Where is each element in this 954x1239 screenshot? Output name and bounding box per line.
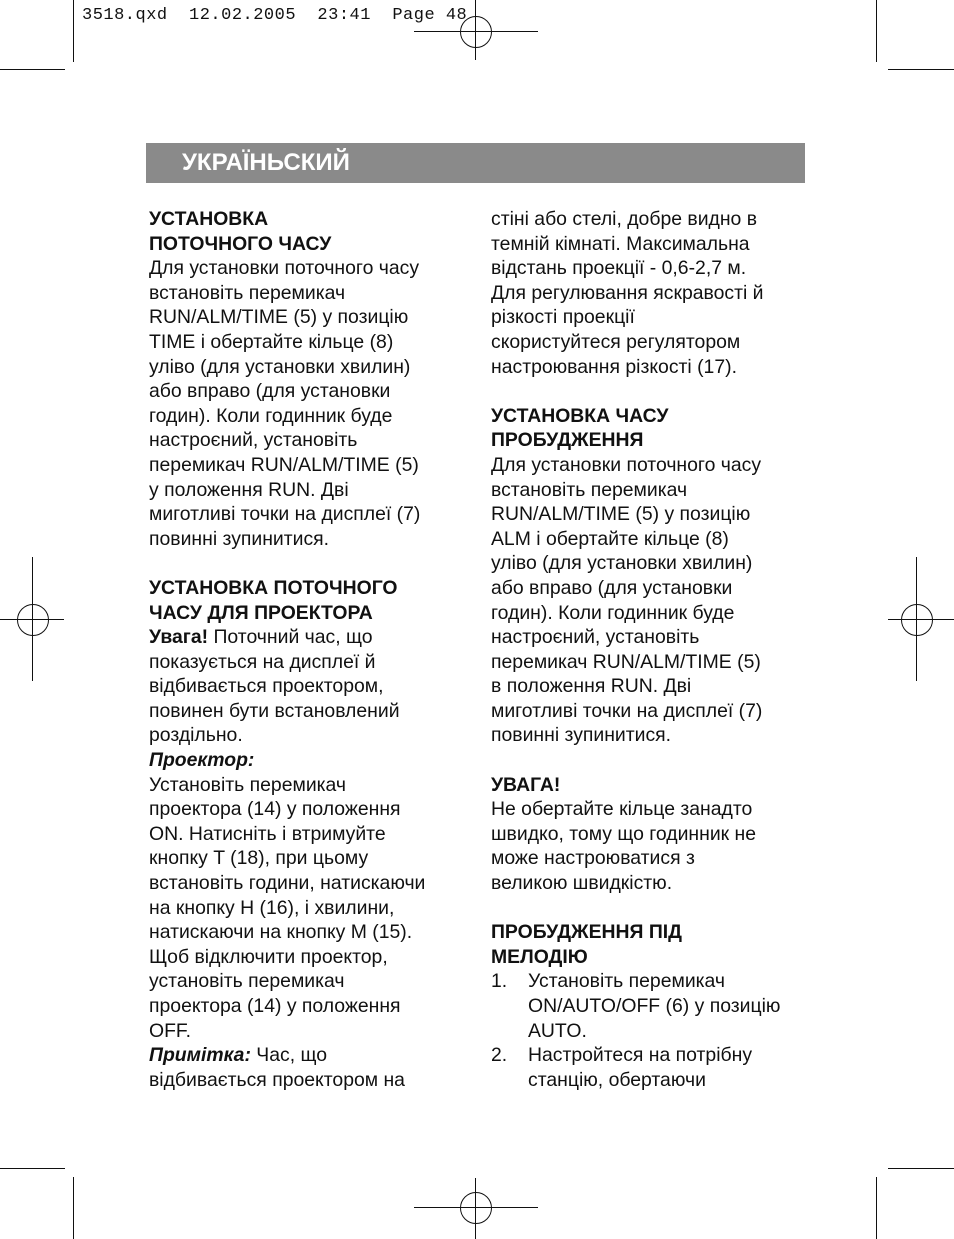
text-line: натискаючи на кнопку M (15). [149, 921, 413, 944]
text-line: відбивається проектором, [149, 675, 384, 698]
text-line: Для установки поточного часу [149, 257, 420, 280]
text-line: RUN/ALM/TIME (5) у позицію [491, 503, 751, 526]
text-line: RUN/ALM/TIME (5) у позицію [149, 306, 409, 329]
text-line: або вправо (для установки [149, 380, 391, 403]
text-line: проектора (14) у положення [149, 995, 401, 1017]
warning-label: Увага! [149, 626, 209, 649]
note-label: Примітка: [149, 1044, 251, 1067]
text-line: настроювання різкості (17). [491, 355, 737, 378]
text-line: відбивається проектором на [149, 1068, 405, 1091]
text-line: установіть перемикач [149, 970, 345, 993]
text-line: встановіть години, натискаючи [149, 872, 426, 895]
text-line: або вправо (для установки [491, 576, 733, 599]
text-line: годин). Коли годинник буде [149, 404, 393, 427]
section-heading: ПРОБУДЖЕННЯ ПІД [491, 921, 682, 944]
language-banner: УКРАЇНЬСКИЙ [146, 143, 805, 183]
left-column [149, 207, 469, 1092]
crop-mark [0, 69, 65, 70]
crop-mark [888, 1168, 954, 1169]
warning-text: Поточний час, що [208, 626, 373, 649]
text-line: ON/AUTO/OFF (6) у позицію [528, 995, 781, 1017]
text-line: ALM і обертайте кільце (8) [491, 527, 729, 550]
note-text: Час, що [250, 1044, 328, 1067]
crop-mark [876, 0, 877, 62]
text-line: миготливі точки на дисплеї (7) [491, 699, 763, 722]
text-line: в положення RUN. Дві [491, 675, 692, 698]
right-column [491, 207, 811, 1092]
crop-mark [876, 1177, 877, 1239]
list-number: 1. [491, 970, 508, 993]
text-line: AUTO. [528, 1019, 587, 1042]
text-line: повинні зупинитися. [491, 724, 672, 747]
text-line: темній кімнаті. Максимальна [491, 232, 750, 255]
list-number: 2. [491, 1044, 508, 1067]
text-line: ON. Натисніть і втримуйте [149, 822, 386, 845]
text-line: може настроюватися з [491, 847, 695, 870]
text-line: встановіть перемикач [491, 478, 688, 501]
text-line: відстань проекції - 0,6-2,7 м. [491, 257, 747, 280]
text-line: проектора (14) у положення [149, 798, 401, 821]
text-line: різкості проекції [491, 306, 635, 329]
section-heading: УСТАНОВКА ЧАСУ [491, 404, 669, 427]
section-heading: УСТАНОВКА ПОТОЧНОГО [149, 576, 398, 599]
text-line: годин). Коли годинник буде [491, 601, 735, 624]
list-item [491, 1043, 811, 1092]
projector-label: Проектор: [149, 749, 255, 772]
text-line: настроєний, установіть [491, 626, 700, 649]
section-heading: ЧАСУ ДЛЯ ПРОЕКТОРА [149, 601, 373, 624]
text-line: Для установки поточного часу [491, 453, 762, 476]
text-line: Для регулювання яскравості й [491, 281, 764, 304]
text-line [149, 625, 469, 650]
text-line: роздільно. [149, 724, 243, 747]
registration-circle [901, 604, 933, 636]
text-line: перемикач RUN/ALM/TIME (5) [491, 650, 761, 673]
section-heading: УСТАНОВКА [149, 208, 269, 230]
text-line: миготливі точки на дисплеї (7) [149, 503, 421, 526]
section-heading: ПРОБУДЖЕННЯ [491, 429, 644, 452]
text-line: OFF. [149, 1019, 192, 1042]
text-line: повинні зупинитися. [149, 527, 330, 550]
text-line: на кнопку H (16), і хвилини, [149, 896, 395, 919]
registration-circle [460, 16, 492, 48]
text-line: TIME і обертайте кільце (8) [149, 330, 394, 353]
text-line: показується на дисплеї й [149, 650, 376, 673]
text-line: повинен бути встановлений [149, 699, 400, 722]
text-line: встановіть перемикач [149, 281, 346, 304]
text-line: скористуйтеся регулятором [491, 330, 741, 353]
text-line: стіні або стелі, добре видно в [491, 208, 758, 230]
crop-mark [888, 69, 954, 70]
crop-mark [73, 1177, 74, 1239]
text-line: уліво (для установки хвилин) [491, 552, 753, 575]
text-line: Щоб відключити проектор, [149, 945, 388, 968]
warning-heading: УВАГА! [491, 773, 561, 796]
text-line: Установіть перемикач [528, 970, 726, 993]
section-heading: ПОТОЧНОГО ЧАСУ [149, 232, 332, 255]
crop-mark [73, 0, 74, 62]
text-line: у положення RUN. Дві [149, 478, 349, 501]
section-heading: МЕЛОДІЮ [491, 945, 588, 968]
text-line: перемикач RUN/ALM/TIME (5) [149, 453, 419, 476]
text-line: швидко, тому що годинник не [491, 822, 757, 845]
registration-circle [460, 1192, 492, 1224]
text-line: Не обертайте кільце занадто [491, 798, 753, 821]
list-item [491, 969, 811, 1043]
text-line: уліво (для установки хвилин) [149, 355, 411, 378]
file-slug: 3518.qxd 12.02.2005 23:41 Page 48 [82, 6, 468, 25]
text-line [149, 1043, 469, 1068]
text-line: великою швидкістю. [491, 872, 673, 895]
text-line: станцію, обертаючи [528, 1068, 706, 1091]
text-line: Настройтеся на потрібну [528, 1044, 753, 1067]
text-line: кнопку T (18), при цьому [149, 847, 369, 870]
text-line: Установіть перемикач [149, 773, 347, 796]
crop-mark [0, 1168, 65, 1169]
text-line: настроєний, установіть [149, 429, 358, 452]
registration-circle [17, 604, 49, 636]
